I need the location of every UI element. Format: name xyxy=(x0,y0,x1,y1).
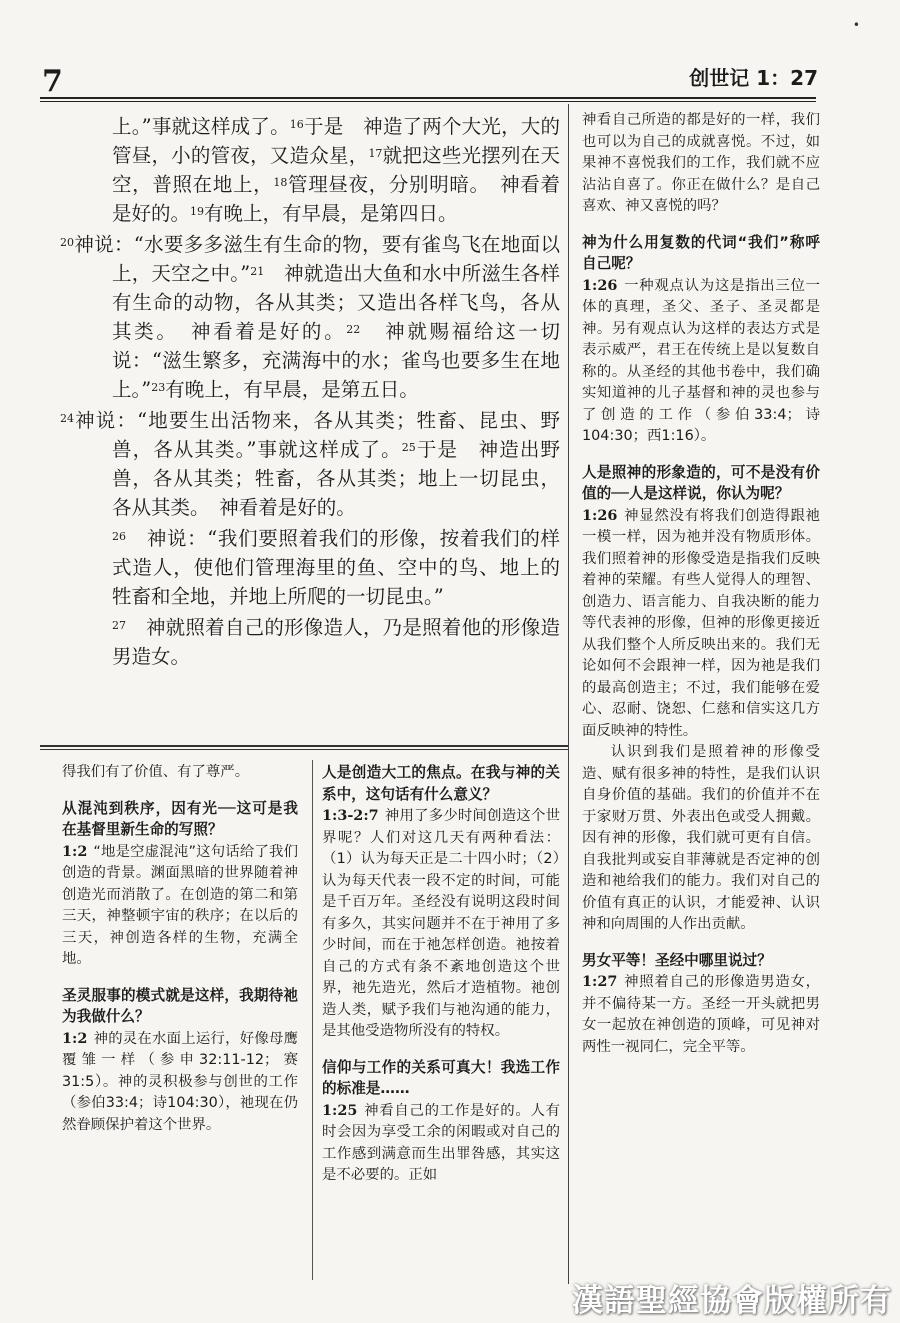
corner-mark: • xyxy=(852,18,860,32)
scripture-paragraph xyxy=(60,613,560,671)
notes-column-2 xyxy=(322,762,560,1201)
note-question: 神为什么用复数的代词“我们”称呼自己呢？ xyxy=(582,233,820,272)
note-question: 圣灵服事的模式就是这样，我期待祂为我做什么？ xyxy=(62,986,298,1025)
verse-number: 22 xyxy=(346,323,361,336)
note-block xyxy=(582,462,820,936)
note-question: 男女平等！圣经中哪里说过？ xyxy=(582,951,772,969)
note-answer: 神用了多少时间创造这个世界呢？人们对这几天有两种看法：（1）认为每天正是二十四小时；（2）认为每天代表一段不定的时间，可能是千百万年。圣经没有说明这段时间有多久，其实问题并不在于神用了多少时间，而在于祂怎样创造。祂按着自己的方式有条不紊地创造这个世界，祂先造光，然后才造植物。祂创造人类，赋予我们与祂沟通的能力，是其他受造物所没有的特权。 xyxy=(322,808,560,1039)
notes-column-3 xyxy=(582,110,820,1072)
notes-column-divider xyxy=(312,760,313,1280)
note-answer: 一种观点认为这是指出三位一体的真理，圣父、圣子、圣灵都是神。另有观点认为这样的表达方式是表示威严，君王在传统上是以复数自称的。从圣经的其他书卷中，我们确实知道神的儿子基督和神的灵也参与了创造的工作（参伯33:4；诗104:30；西1:16）。 xyxy=(582,277,820,444)
note-reference: 1:2 xyxy=(62,842,88,860)
notes-column-1 xyxy=(62,762,298,1150)
scripture-paragraph xyxy=(60,406,560,522)
scripture-paragraph xyxy=(60,230,560,404)
note-reference: 1:3-2:7 xyxy=(322,807,379,824)
scripture-paragraph xyxy=(60,524,560,611)
running-header: 创世记 1：27 xyxy=(689,66,818,90)
verse-number: 18 xyxy=(273,176,288,189)
verse-text: 有晚上，有早晨，是第四日。 xyxy=(204,202,458,225)
header-rule-thin xyxy=(40,101,816,102)
verse-text: 神就赐福给这一切说：“滋生繁多，充满海中的水；雀鸟也要多生在地上。” xyxy=(112,320,560,401)
verse-number: 16 xyxy=(289,118,304,131)
note-question: 人是照神的形象造的，可不是没有价值的──人是这样说，你认为呢？ xyxy=(582,463,820,502)
note-question: 信仰与工作的关系可真大！我选工作的标准是…… xyxy=(322,1058,560,1097)
note-answer: 神看自己的工作是好的。人有时会因为享受工余的闲暇或对自己的工作感到满意而生出罪咎感，其实这是不必要的。正如 xyxy=(322,1102,560,1183)
note-reference: 1:26 xyxy=(582,276,618,294)
scripture-divider xyxy=(40,745,568,747)
note-answer: 神显然没有将我们创造得跟祂一模一样，因为祂并没有物质形体。我们照着神的形像受造是指我们反映着神的荣耀。有些人觉得人的理智、创造力、语言能力、自我决断的能力等代表神的形像，但神的形像更接近从我们整个人所反映出来的。我们无论如何不会跟神一样，因为祂是我们的最高创造主；不过，我们能够在爱心、忍耐、饶恕、仁慈和信实这几方面反映神的特性。 xyxy=(582,507,820,739)
note-block xyxy=(322,762,560,1043)
verse-text: 有晚上，有早晨，是第五日。 xyxy=(165,378,419,401)
note-block xyxy=(582,950,820,1059)
verse-text: 就把这些光摆列在天空，普照在地上， xyxy=(112,144,560,196)
note-question: 从混沌到秩序，因有光──这可是我在基督里新生命的写照？ xyxy=(62,799,298,838)
note-reference: 1:2 xyxy=(62,1029,88,1047)
verse-number: 17 xyxy=(368,147,383,160)
note-continuation: 神看自己所造的都是好的一样，我们也可以为自己的成就喜悦。不过，如果神不喜悦我们的工作，我们就不应沾沾自喜了。你正在做什么？是自己喜欢、神又喜悦的吗？ xyxy=(582,112,820,214)
verse-text: 神说：“地要生出活物来，各从其类；牲畜、昆虫、野兽，各从其类。”事就这样成了。 xyxy=(74,409,560,461)
column-divider xyxy=(568,104,569,1284)
note-reference: 1:25 xyxy=(322,1101,358,1119)
note-continuation: 得我们有了价值、有了尊严。 xyxy=(62,764,250,780)
verse-number: 23 xyxy=(151,381,166,394)
note-block xyxy=(62,798,298,971)
verse-text: 神就造出大鱼和水中所滋生各样有生命的动物，各从其类；又造出各样飞鸟，各从其类。 神看着是好的。 xyxy=(112,262,560,343)
note-answer-continued: 认识到我们是照着神的形像受造、赋有很多神的特性，是我们认识自身价值的基础。我们的价值并不在于家财万贯、外表出色或受人拥戴。因有神的形像，我们就可更有自信。自我批判或妄自菲薄就是否定神的创造和祂给我们的能力。我们对自己的价值有真正的认识，才能爱神、认识神和向周围的人作出贡献。 xyxy=(582,744,820,932)
verse-number: 26 xyxy=(112,530,126,543)
verse-number: 21 xyxy=(250,265,265,278)
page-number: 7 xyxy=(42,64,63,99)
verse-text: 神说：“我们要照着我们的形像，按着我们的样式造人，使他们管理海里的鱼、空中的鸟、地上的牲畜和全地，并地上所爬的一切昆虫。” xyxy=(112,527,560,608)
scripture-text xyxy=(60,112,560,673)
note-reference: 1:26 xyxy=(582,506,618,524)
verse-text: 于是 神造出野兽，各从其类；牲畜，各从其类；地上一切昆虫，各从其类。 神看着是好的。 xyxy=(112,438,560,519)
note-reference: 1:27 xyxy=(582,973,618,990)
copyright-watermark: 漢語聖經協會版權所有 xyxy=(572,1283,892,1319)
header-rule xyxy=(40,97,816,99)
scripture-divider-thin xyxy=(40,749,568,750)
verse-number: 20 xyxy=(60,236,74,249)
note-answer: “地是空虚混沌”这句话给了我们创造的背景。渊面黑暗的世界随着神创造光而消散了。在创造的第二和第三天，神整顿宇宙的秩序；在以后的三天，神创造各样的生物，充满全地。 xyxy=(62,843,298,967)
verse-number: 25 xyxy=(401,441,416,454)
note-question: 人是创造大工的焦点。在我与神的关系中，这句话有什么意义？ xyxy=(322,764,560,803)
note-answer: 神照着自己的形像造男造女，并不偏待某一方。圣经一开头就把男女一起放在神创造的顶峰，可见神对两性一视同仁，完全平等。 xyxy=(582,974,820,1055)
verse-number: 24 xyxy=(60,412,74,425)
note-block xyxy=(582,232,820,448)
verse-number: 27 xyxy=(112,619,126,632)
note-block xyxy=(322,1057,560,1187)
note-answer: 神的灵在水面上运行，好像母鹰覆雏一样（参申32:11-12；赛31:5）。神的灵积极参与创世的工作（参伯33:4；诗104:30），祂现在仍然眷顾保护着这个世界。 xyxy=(62,1030,298,1133)
verse-number: 19 xyxy=(190,205,205,218)
verse-text: 上。”事就这样成了。 xyxy=(112,115,290,138)
note-block xyxy=(62,985,298,1137)
scripture-paragraph xyxy=(60,112,560,228)
verse-text: 管理昼夜，分别明暗。 神看着是好的。 xyxy=(112,173,560,225)
verse-text: 神说：“水要多多滋生有生命的物，要有雀鸟飞在地面以上，天空之中。” xyxy=(74,233,560,285)
verse-text: 于是 神造了两个大光，大的管昼，小的管夜，又造众星， xyxy=(112,115,560,167)
verse-text: 神就照着自己的形像造人，乃是照着他的形像造男造女。 xyxy=(112,616,560,668)
